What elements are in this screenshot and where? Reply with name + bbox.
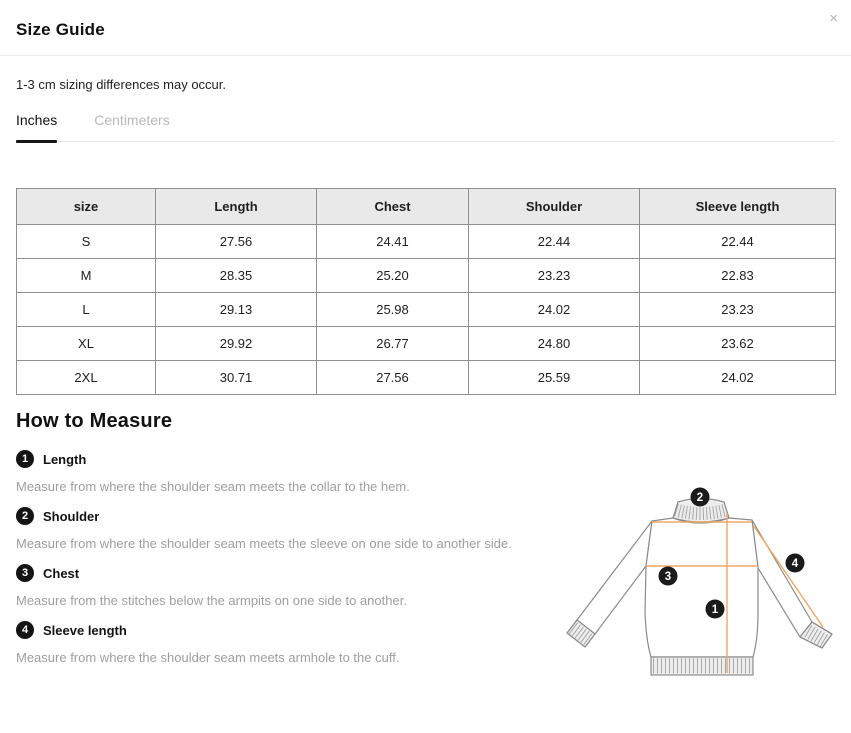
table-row-2xl bbox=[17, 361, 836, 395]
left-sleeve bbox=[577, 521, 652, 634]
sweater-illustration bbox=[557, 482, 840, 695]
svg-text:3: 3 bbox=[664, 571, 672, 583]
measure-label-length: Length bbox=[43, 451, 87, 467]
cell-shoulder: 24.02 bbox=[469, 293, 640, 327]
table-row-m bbox=[17, 259, 836, 293]
col-header-chest: Chest bbox=[317, 189, 469, 225]
cell-size: 2XL bbox=[17, 361, 156, 395]
col-header-length: Length bbox=[156, 189, 317, 225]
cell-size: L bbox=[17, 293, 156, 327]
measure-item-length bbox=[16, 450, 556, 494]
col-header-shoulder: Shoulder bbox=[469, 189, 640, 225]
cell-chest: 27.56 bbox=[317, 361, 469, 395]
svg-text:1: 1 bbox=[711, 604, 719, 616]
hem-band bbox=[651, 657, 753, 675]
cell-shoulder: 23.23 bbox=[469, 259, 640, 293]
marker-4 bbox=[786, 554, 805, 573]
table-row-l bbox=[17, 293, 836, 327]
modal-header bbox=[0, 0, 851, 56]
measure-desc-chest: Measure from the stitches below the armpits on one side to another. bbox=[16, 593, 407, 608]
table-row-xl bbox=[17, 327, 836, 361]
sweater-body bbox=[645, 518, 758, 657]
marker-2 bbox=[691, 488, 710, 507]
unit-tabs bbox=[16, 112, 835, 142]
tab-inches[interactable]: Inches bbox=[16, 112, 57, 141]
cell-shoulder: 24.80 bbox=[469, 327, 640, 361]
how-to-measure-section bbox=[16, 410, 556, 665]
modal-title: Size Guide bbox=[16, 20, 105, 39]
close-icon: × bbox=[829, 10, 838, 27]
col-header-size: size bbox=[17, 189, 156, 225]
close-button[interactable] bbox=[820, 5, 847, 32]
measure-desc-shoulder: Measure from where the shoulder seam meets the sleeve on one side to another side. bbox=[16, 536, 512, 551]
cell-chest: 25.98 bbox=[317, 293, 469, 327]
cell-length: 30.71 bbox=[156, 361, 317, 395]
cell-sleeve: 22.44 bbox=[640, 225, 836, 259]
step-2-badge: 2 bbox=[16, 507, 34, 525]
cell-chest: 26.77 bbox=[317, 327, 469, 361]
cell-chest: 24.41 bbox=[317, 225, 469, 259]
cell-sleeve: 23.23 bbox=[640, 293, 836, 327]
step-1-badge: 1 bbox=[16, 450, 34, 468]
cell-chest: 25.20 bbox=[317, 259, 469, 293]
table-header-row bbox=[17, 189, 836, 225]
measure-label-chest: Chest bbox=[43, 565, 80, 581]
sizing-note: 1-3 cm sizing differences may occur. bbox=[16, 77, 227, 92]
measure-item-shoulder bbox=[16, 507, 556, 551]
measure-label-shoulder: Shoulder bbox=[43, 508, 100, 524]
svg-text:2: 2 bbox=[696, 492, 704, 504]
step-3-badge: 3 bbox=[16, 564, 34, 582]
cell-size: S bbox=[17, 225, 156, 259]
tab-centimeters[interactable]: Centimeters bbox=[94, 112, 170, 128]
col-header-sleeve-length: Sleeve length bbox=[640, 189, 836, 225]
cell-length: 29.92 bbox=[156, 327, 317, 361]
cell-shoulder: 22.44 bbox=[469, 225, 640, 259]
marker-1 bbox=[706, 600, 725, 619]
cell-sleeve: 22.83 bbox=[640, 259, 836, 293]
measure-item-sleeve-length bbox=[16, 621, 556, 665]
measure-label-sleeve-length: Sleeve length bbox=[43, 622, 127, 638]
cell-length: 27.56 bbox=[156, 225, 317, 259]
cell-sleeve: 23.62 bbox=[640, 327, 836, 361]
svg-text:4: 4 bbox=[791, 558, 799, 570]
table-row-s bbox=[17, 225, 836, 259]
marker-3 bbox=[659, 567, 678, 586]
measure-desc-length: Measure from where the shoulder seam meets the collar to the hem. bbox=[16, 479, 410, 494]
cell-length: 29.13 bbox=[156, 293, 317, 327]
step-4-badge: 4 bbox=[16, 621, 34, 639]
cell-sleeve: 24.02 bbox=[640, 361, 836, 395]
measure-desc-sleeve-length: Measure from where the shoulder seam meets armhole to the cuff. bbox=[16, 650, 400, 665]
measure-item-chest bbox=[16, 564, 556, 608]
how-to-heading: How to Measure bbox=[16, 410, 173, 432]
cell-length: 28.35 bbox=[156, 259, 317, 293]
cell-size: M bbox=[17, 259, 156, 293]
size-table bbox=[16, 188, 836, 395]
cell-shoulder: 25.59 bbox=[469, 361, 640, 395]
cell-size: XL bbox=[17, 327, 156, 361]
